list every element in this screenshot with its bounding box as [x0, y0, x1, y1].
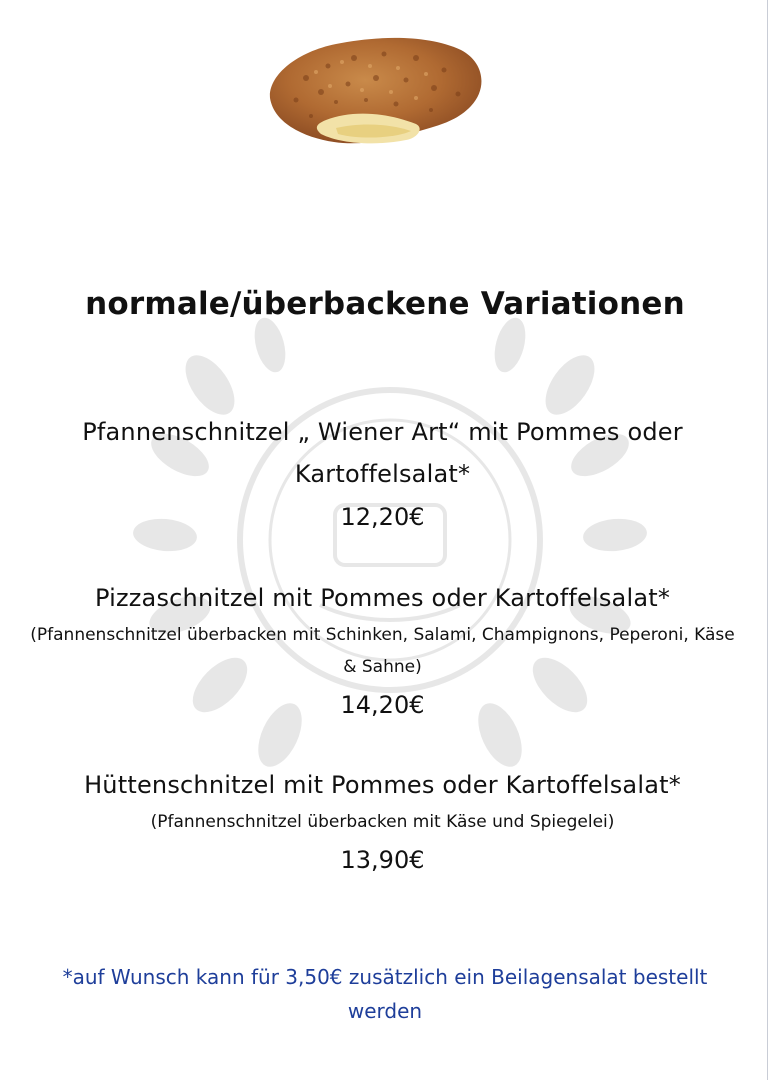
menu-item-description: (Pfannenschnitzel überbacken mit Schinken, Salami, Champignons, Peperoni, Käse & Sahne) — [30, 625, 735, 677]
menu-item-price: 14,20€ — [340, 691, 425, 719]
menu-item-wiener-art — [30, 411, 735, 537]
menu-item-huettenschnitzel — [30, 764, 735, 880]
menu-item-price: 12,20€ — [340, 503, 425, 531]
page-heading: normale/überbackene Variationen — [85, 286, 685, 322]
menu-item-title: Pizzaschnitzel mit Pommes oder Kartoffelsalat* — [94, 584, 671, 612]
menu-item-title: Hüttenschnitzel mit Pommes oder Kartoffelsalat* — [84, 771, 681, 799]
menu-item-price: 13,90€ — [340, 846, 425, 874]
schnitzel-photo — [266, 28, 486, 152]
side-salad-footnote: *auf Wunsch kann für 3,50€ zusätzlich ein Beilagensalat bestellt werden — [62, 965, 708, 1023]
page-right-border — [767, 0, 768, 1080]
menu-item-pizzaschnitzel — [30, 577, 735, 725]
menu-item-description: (Pfannenschnitzel überbacken mit Käse und Spiegelei) — [150, 812, 615, 832]
menu-item-title: Pfannenschnitzel „ Wiener Art“ mit Pommes oder Kartoffelsalat* — [82, 418, 683, 488]
